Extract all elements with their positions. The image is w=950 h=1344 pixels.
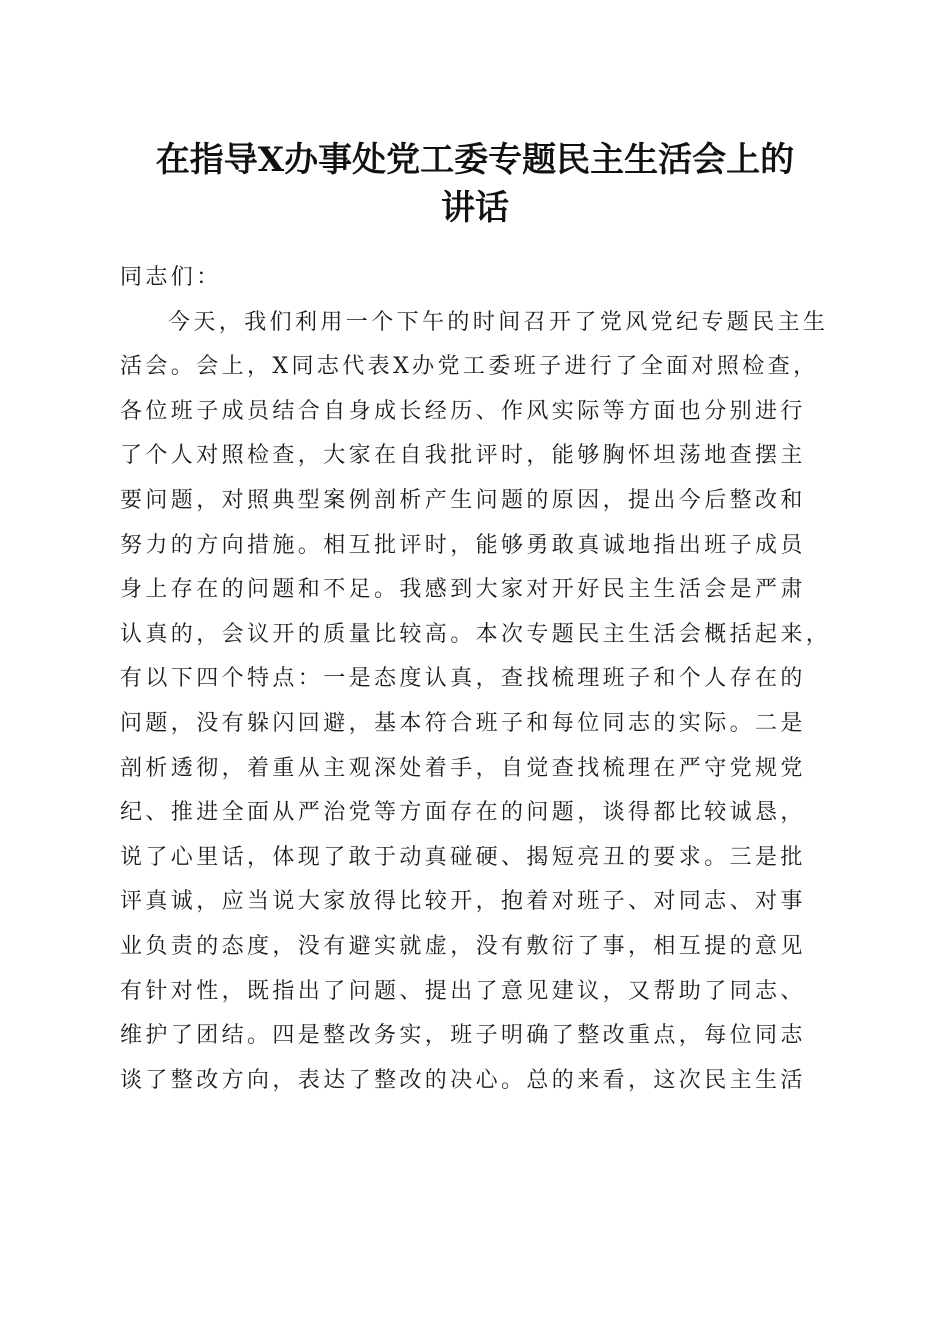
paragraph-line: 今天，我们利用一个下午的时间召开了党风党纪专题民主生 (168, 309, 829, 335)
paragraph-line: 业负责的态度，没有避实就虚，没有敷衍了事，相互提的意见 (120, 933, 806, 959)
paragraph-line: 有针对性，既指出了问题、提出了意见建议，又帮助了同志、 (120, 978, 806, 1004)
paragraph-line: 维护了团结。四是整改务实，班子明确了整改重点，每位同志 (120, 1023, 806, 1049)
document-body (120, 256, 832, 1103)
paragraph-line: 认真的，会议开的质量比较高。本次专题民主生活会概括起来， (120, 621, 832, 647)
paragraph-line: 有以下四个特点：一是态度认真，查找梳理班子和个人存在的 (120, 666, 806, 692)
paragraph-line: 身上存在的问题和不足。我感到大家对开好民主生活会是严肃 (120, 577, 806, 603)
paragraph-line: 评真诚，应当说大家放得比较开，抱着对班子、对同志、对事 (120, 889, 806, 915)
paragraph-line: 问题，没有躲闪回避，基本符合班子和每位同志的实际。二是 (120, 710, 806, 736)
salutation: 同志们： (120, 265, 222, 290)
paragraph-line: 了个人对照检查，大家在自我批评时，能够胸怀坦荡地查摆主 (120, 443, 806, 469)
title-line-2: 讲话 (441, 188, 509, 228)
paragraph-line: 剖析透彻，着重从主观深处着手，自觉查找梳理在严守党规党 (120, 755, 806, 781)
document-title (100, 136, 850, 232)
paragraph-line: 要问题，对照典型案例剖析产生问题的原因，提出今后整改和 (120, 487, 806, 513)
paragraph-line: 活会。会上，X同志代表X办党工委班子进行了全面对照检查， (120, 354, 819, 380)
paragraph-line: 说了心里话，体现了敢于动真碰硬、揭短亮丑的要求。三是批 (120, 844, 806, 870)
title-line-1: 在指导X办事处党工委专题民主生活会上的 (155, 140, 795, 180)
paragraph-line: 努力的方向措施。相互批评时，能够勇敢真诚地指出班子成员 (120, 532, 806, 558)
paragraph-line: 各位班子成员结合自身成长经历、作风实际等方面也分别进行 (120, 398, 806, 424)
paragraph-line: 纪、推进全面从严治党等方面存在的问题，谈得都比较诚恳， (120, 800, 806, 826)
paragraph-line: 谈了整改方向，表达了整改的决心。总的来看，这次民主生活 (120, 1067, 806, 1093)
